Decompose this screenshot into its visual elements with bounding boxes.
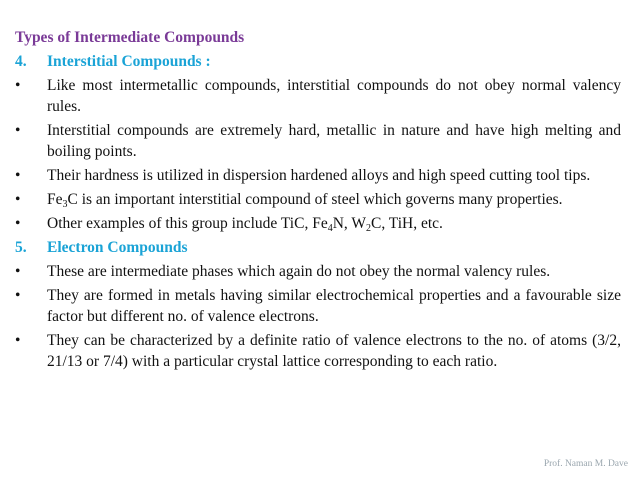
bullet-item: [15, 120, 621, 162]
bullet-text: They are formed in metals having similar electrochemical properties and a favourable size factor but different no. of valence electrons.: [47, 287, 621, 325]
slide-title: Types of Intermediate Compounds: [15, 29, 245, 46]
section-heading-text: Electron Compounds: [47, 239, 188, 256]
bullet-icon: •: [15, 167, 21, 184]
section-number: 5.: [15, 239, 27, 256]
bullet-item: [15, 165, 621, 186]
section-heading: [15, 51, 621, 72]
slide-content: [15, 51, 621, 375]
bullet-text: Other examples of this group include TiC, $Fe_4N$, $W_2C$, TiH, etc.: [47, 215, 443, 234]
section-heading-text: Interstitial Compounds :: [47, 53, 211, 70]
bullet-item: [15, 75, 621, 117]
bullet-icon: •: [15, 122, 21, 139]
bullet-icon: •: [15, 332, 21, 349]
bullet-text: Like most intermetallic compounds, interstitial compounds do not obey normal valency rules.: [47, 77, 621, 115]
bullet-item: [15, 330, 621, 372]
bullet-icon: •: [15, 77, 21, 94]
bullet-icon: •: [15, 263, 21, 280]
bullet-item: [15, 189, 621, 210]
bullet-item: [15, 213, 621, 234]
bullet-text: Interstitial compounds are extremely hard, metallic in nature and have high melting and boiling points.: [47, 122, 621, 160]
bullet-item: [15, 261, 621, 282]
author-footer: Prof. Naman M. Dave: [543, 459, 628, 469]
bullet-icon: •: [15, 215, 21, 232]
bullet-icon: •: [15, 191, 21, 208]
bullet-text: They can be characterized by a definite ratio of valence electrons to the no. of atoms (3/2, 21/13 or 7/4) with a particular crystal lattice corresponding to each ratio.: [47, 332, 621, 370]
section-heading: [15, 237, 621, 258]
section-number: 4.: [15, 53, 27, 70]
bullet-text: These are intermediate phases which again do not obey the normal valency rules.: [47, 263, 551, 280]
bullet-text: Their hardness is utilized in dispersion hardened alloys and high speed cutting tool tips.: [47, 167, 591, 184]
bullet-item: [15, 285, 621, 327]
bullet-icon: •: [15, 287, 21, 304]
bullet-text: $Fe_3C$ is an important interstitial compound of steel which governs many properties.: [47, 191, 563, 210]
